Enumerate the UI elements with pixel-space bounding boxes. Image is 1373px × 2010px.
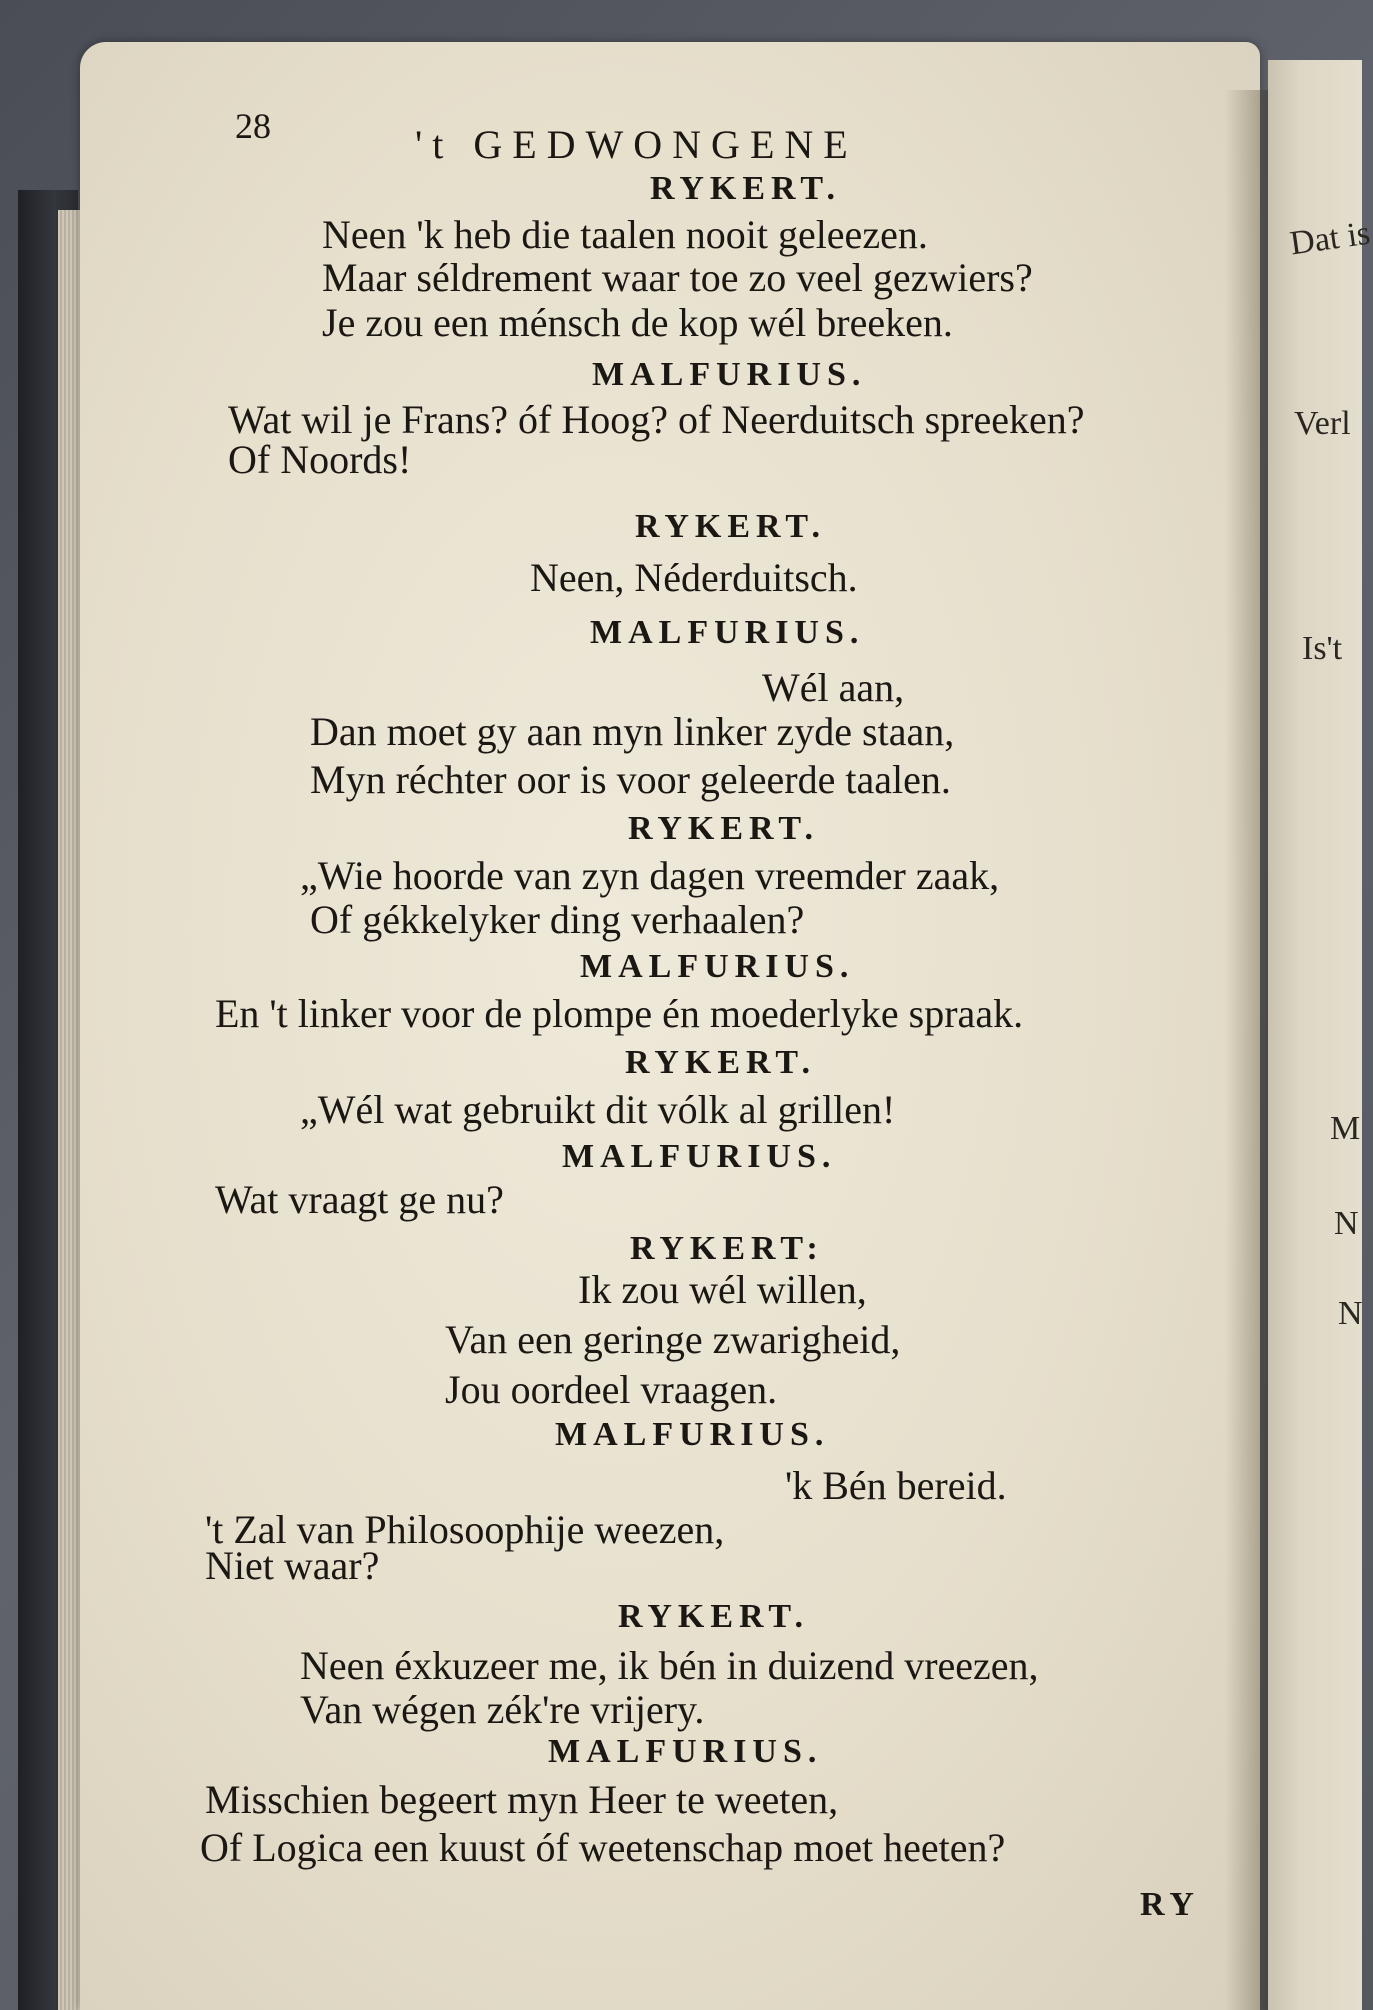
- speaker-name: MALFURIUS.: [548, 1733, 823, 1770]
- verse-line: Van wégen zék're vrijery.: [300, 1687, 705, 1732]
- facing-page-fragment: Is't: [1302, 630, 1343, 667]
- verse-line: Ik zou wél willen,: [578, 1267, 867, 1312]
- verse-line: Wat vraagt ge nu?: [215, 1177, 504, 1222]
- verse-line: En 't linker voor de plompe én moederlyke spraak.: [215, 991, 1024, 1036]
- verse-line: Jou oordeel vraagen.: [445, 1367, 778, 1412]
- verse-line: „Wél wat gebruikt dit vólk al grillen!: [300, 1087, 896, 1132]
- speaker-name: RYKERT.: [650, 170, 842, 207]
- speaker-name: RYKERT.: [628, 810, 820, 847]
- verse-line: Je zou een ménsch de kop wél breeken.: [322, 300, 953, 345]
- verse-line: Maar séldrement waar toe zo veel gezwiers?: [322, 255, 1033, 300]
- speaker-name: RYKERT.: [625, 1044, 817, 1081]
- verse-line: Niet waar?: [205, 1543, 380, 1588]
- facing-page-fragment: N: [1338, 1295, 1363, 1332]
- speaker-name: RYKERT.: [635, 508, 827, 545]
- verse-line: Van een geringe zwarigheid,: [445, 1317, 901, 1362]
- speaker-name: MALFURIUS.: [562, 1138, 837, 1175]
- running-title: 't GEDWONGENE: [415, 122, 858, 167]
- speaker-name: RYKERT.: [618, 1598, 810, 1635]
- verse-line: Myn réchter oor is voor geleerde taalen.: [310, 757, 951, 802]
- verse-line: Wat wil je Frans? óf Hoog? of Neerduitsch spreeken?: [228, 397, 1085, 442]
- verse-line: „Wie hoorde van zyn dagen vreemder zaak,: [300, 853, 1000, 898]
- facing-page-fragment: Dat is: [1287, 214, 1373, 263]
- verse-line: Of Noords!: [228, 437, 412, 482]
- speaker-name: RYKERT:: [630, 1230, 824, 1267]
- verse-line: Of gékkelyker ding verhaalen?: [310, 897, 805, 942]
- verse-line: Of Logica een kuust óf weetenschap moet heeten?: [200, 1825, 1006, 1870]
- verse-line: Wél aan,: [762, 665, 905, 710]
- speaker-name: MALFURIUS.: [555, 1416, 830, 1453]
- facing-page-fragment: N: [1334, 1205, 1359, 1242]
- catchword: RY: [1140, 1886, 1200, 1923]
- speaker-name: MALFURIUS.: [592, 356, 867, 393]
- facing-page-fragment: M: [1330, 1110, 1361, 1147]
- speaker-name: MALFURIUS.: [580, 948, 855, 985]
- verse-line: 'k Bén bereid.: [785, 1463, 1007, 1508]
- verse-line: Neen, Néderduitsch.: [530, 555, 858, 600]
- verse-line: Misschien begeert myn Heer te weeten,: [205, 1777, 839, 1822]
- verse-line: 't Zal van Philosoophije weezen,: [205, 1507, 725, 1552]
- verse-line: Dan moet gy aan myn linker zyde staan,: [310, 709, 955, 754]
- facing-page: [1268, 60, 1373, 2010]
- verse-line: Neen éxkuzeer me, ik bén in duizend vreezen,: [300, 1643, 1039, 1688]
- speaker-name: MALFURIUS.: [590, 614, 865, 651]
- verse-line: Neen 'k heb die taalen nooit geleezen.: [322, 212, 928, 257]
- facing-page-fragment: Verl: [1294, 405, 1351, 442]
- page-number: 28: [235, 106, 271, 146]
